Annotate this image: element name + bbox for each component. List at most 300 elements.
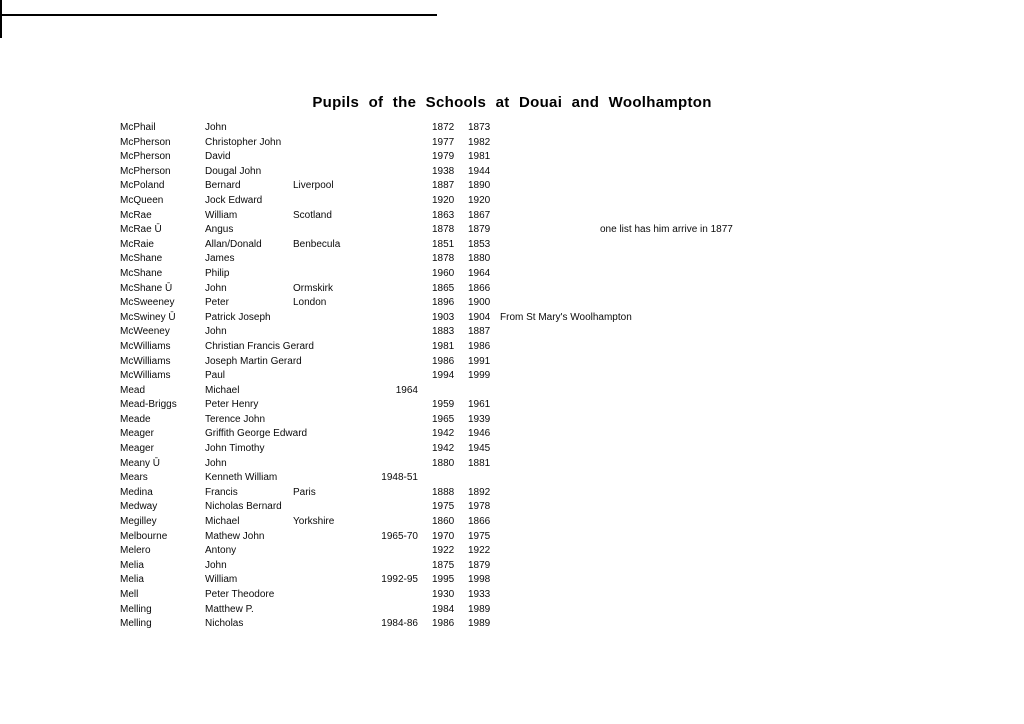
- year-to-cell: 1986: [468, 340, 491, 352]
- years-range-cell: 1965-70: [381, 530, 418, 542]
- pupils-table: [120, 121, 920, 632]
- forename-cell: Christopher John: [205, 136, 282, 148]
- note-cell: [500, 457, 600, 472]
- table-row: [120, 209, 920, 224]
- place-cell: [293, 150, 360, 165]
- place-cell: [293, 573, 360, 588]
- note-cell: [500, 544, 600, 559]
- forename-cell: Joseph Martin Gerard: [205, 355, 302, 367]
- note-cell: [500, 150, 600, 165]
- far-note-cell: [600, 150, 920, 165]
- note-cell: [500, 617, 600, 632]
- forename-cell: John: [205, 326, 227, 338]
- far-note-cell: [600, 136, 920, 151]
- year-to-cell: 1920: [468, 194, 491, 206]
- year-from-cell: 1986: [432, 618, 455, 630]
- forename-cell: James: [205, 253, 235, 265]
- surname-cell: Mead-Briggs: [120, 399, 177, 411]
- year-from-cell: 1880: [432, 457, 455, 469]
- far-note-cell: [600, 296, 920, 311]
- page-title: Pupils of the Schools at Douai and Woolhampton: [312, 94, 712, 112]
- forename-cell: Francis: [205, 486, 238, 498]
- note-cell: [500, 238, 600, 253]
- years-range-cell: [360, 588, 418, 603]
- forename-cell: Peter Henry: [205, 399, 259, 411]
- far-note-cell: [600, 413, 920, 428]
- year-to-cell: [468, 471, 500, 486]
- note-cell: [500, 413, 600, 428]
- years-range-cell: [360, 136, 418, 151]
- years-range-cell: [360, 355, 418, 370]
- table-row: [120, 325, 920, 340]
- place-cell: [293, 442, 360, 457]
- note-cell: [500, 325, 600, 340]
- years-range-cell: [360, 486, 418, 501]
- year-to-cell: 1922: [468, 545, 491, 557]
- place-cell: [293, 369, 360, 384]
- forename-cell: John Timothy: [205, 443, 265, 455]
- surname-cell: McShane: [120, 267, 163, 279]
- note-cell: [500, 355, 600, 370]
- far-note-cell: [600, 267, 920, 282]
- place-cell: [293, 267, 360, 282]
- far-note-cell: [600, 544, 920, 559]
- place-cell: [293, 500, 360, 515]
- year-to-cell: 1939: [468, 413, 491, 425]
- note-cell: [500, 588, 600, 603]
- place-cell: [293, 617, 360, 632]
- table-row: [120, 457, 920, 472]
- note-cell: [500, 209, 600, 224]
- far-note-cell: [600, 617, 920, 632]
- surname-cell: Meade: [120, 413, 151, 425]
- year-from-cell: 1979: [432, 151, 455, 163]
- far-note-cell: [600, 398, 920, 413]
- years-range-cell: [360, 413, 418, 428]
- surname-cell: McPherson: [120, 136, 171, 148]
- table-row: [120, 544, 920, 559]
- note-cell: [500, 500, 600, 515]
- far-note-cell: [600, 282, 920, 297]
- year-to-cell: 1978: [468, 501, 491, 513]
- note-cell: [500, 486, 600, 501]
- table-row: [120, 617, 920, 632]
- table-row: [120, 500, 920, 515]
- year-to-cell: 1981: [468, 151, 491, 163]
- forename-cell: Angus: [205, 224, 234, 236]
- years-range-cell: [360, 282, 418, 297]
- place-cell: [293, 530, 360, 545]
- surname-cell: McShane: [120, 253, 163, 265]
- year-to-cell: 1880: [468, 253, 491, 265]
- note-cell: [500, 427, 600, 442]
- years-range-cell: [360, 544, 418, 559]
- forename-cell: Mathew John: [205, 530, 265, 542]
- note-cell: [500, 573, 600, 588]
- table-row: [120, 442, 920, 457]
- note-cell: [500, 282, 600, 297]
- year-from-cell: 1883: [432, 326, 455, 338]
- note-cell: [500, 340, 600, 355]
- year-from-cell: 1903: [432, 311, 455, 323]
- note-cell: [500, 442, 600, 457]
- year-from-cell: 1922: [432, 545, 455, 557]
- note-cell: [500, 398, 600, 413]
- forename-cell: Peter Theodore: [205, 589, 275, 600]
- year-to-cell: 1961: [468, 399, 491, 411]
- forename-cell: Matthew P.: [205, 603, 254, 615]
- note-cell: From St Mary's Woolhampton: [500, 311, 632, 323]
- table-row: [120, 179, 920, 194]
- year-from-cell: 1942: [432, 443, 455, 455]
- years-range-cell: [360, 150, 418, 165]
- year-from-cell: 1863: [432, 209, 455, 221]
- forename-cell: Nicholas: [205, 618, 244, 630]
- year-from-cell: 1920: [432, 194, 455, 206]
- year-from-cell: 1977: [432, 136, 455, 148]
- note-cell: [500, 267, 600, 282]
- year-to-cell: 1879: [468, 559, 491, 571]
- year-from-cell: 1994: [432, 370, 455, 382]
- table-row: [120, 340, 920, 355]
- far-note-cell: [600, 384, 920, 399]
- place-cell: Liverpool: [293, 180, 334, 192]
- surname-cell: Melbourne: [120, 530, 168, 542]
- surname-cell: Meager: [120, 443, 154, 455]
- year-to-cell: 1866: [468, 516, 491, 528]
- forename-cell: William: [205, 574, 238, 586]
- far-note-cell: [600, 427, 920, 442]
- surname-cell: McWeeney: [120, 326, 170, 338]
- forename-cell: Christian Francis Gerard: [205, 340, 314, 352]
- year-from-cell: 1878: [432, 253, 455, 265]
- place-cell: [293, 121, 360, 136]
- surname-cell: Meany Ū: [120, 457, 161, 469]
- year-from-cell: 1986: [432, 355, 455, 367]
- place-cell: [293, 398, 360, 413]
- table-row: [120, 603, 920, 618]
- year-from-cell: 1872: [432, 122, 455, 133]
- surname-cell: Megilley: [120, 516, 157, 528]
- forename-cell: John: [205, 559, 227, 571]
- surname-cell: McWilliams: [120, 370, 171, 382]
- place-cell: [293, 223, 360, 238]
- table-row: [120, 530, 920, 545]
- table-row: [120, 282, 920, 297]
- surname-cell: Melia: [120, 574, 144, 586]
- year-to-cell: 1881: [468, 457, 491, 469]
- table-row: [120, 398, 920, 413]
- table-row: [120, 136, 920, 151]
- year-from-cell: 1878: [432, 224, 455, 236]
- year-to-cell: 1964: [468, 267, 491, 279]
- surname-cell: McPherson: [120, 165, 171, 177]
- year-from-cell: 1887: [432, 180, 455, 192]
- year-from-cell: 1965: [432, 413, 455, 425]
- surname-cell: McRaie: [120, 238, 154, 250]
- forename-cell: Griffith George Edward: [205, 428, 308, 440]
- forename-cell: Nicholas Bernard: [205, 501, 282, 513]
- table-row: [120, 559, 920, 574]
- note-cell: [500, 179, 600, 194]
- year-to-cell: 1904: [468, 311, 491, 323]
- surname-cell: McWilliams: [120, 355, 171, 367]
- surname-cell: Mead: [120, 384, 146, 396]
- far-note-cell: [600, 500, 920, 515]
- years-range-cell: [360, 252, 418, 267]
- year-to-cell: 1867: [468, 209, 491, 221]
- table-row: [120, 267, 920, 282]
- year-to-cell: 1989: [468, 618, 491, 630]
- surname-cell: McRae Ū: [120, 224, 162, 236]
- years-range-cell: [360, 179, 418, 194]
- year-to-cell: 1945: [468, 443, 491, 455]
- year-to-cell: 1900: [468, 297, 491, 309]
- year-to-cell: 1853: [468, 238, 491, 250]
- year-to-cell: 1887: [468, 326, 491, 338]
- year-to-cell: 1982: [468, 136, 491, 148]
- years-range-cell: 1984-86: [381, 618, 418, 630]
- note-cell: [500, 121, 600, 136]
- years-range-cell: [360, 223, 418, 238]
- table-row: [120, 471, 920, 486]
- forename-cell: Jock Edward: [205, 194, 263, 206]
- years-range-cell: [360, 398, 418, 413]
- place-cell: [293, 413, 360, 428]
- surname-cell: McPhail: [120, 122, 156, 133]
- surname-cell: Melling: [120, 618, 152, 630]
- far-note-cell: [600, 121, 920, 136]
- year-from-cell: 1865: [432, 282, 455, 294]
- surname-cell: McPherson: [120, 151, 171, 163]
- note-cell: [500, 223, 600, 238]
- place-cell: Paris: [293, 486, 316, 498]
- years-range-cell: [360, 267, 418, 282]
- surname-cell: McQueen: [120, 194, 164, 206]
- far-note-cell: [600, 325, 920, 340]
- note-cell: [500, 296, 600, 311]
- table-row: [120, 150, 920, 165]
- table-row: [120, 165, 920, 180]
- place-cell: [293, 544, 360, 559]
- years-range-cell: [360, 311, 418, 326]
- surname-cell: McRae: [120, 209, 152, 221]
- far-note-cell: [600, 442, 920, 457]
- far-note-cell: [600, 530, 920, 545]
- surname-cell: Mears: [120, 472, 148, 484]
- year-from-cell: 1851: [432, 238, 455, 250]
- far-note-cell: [600, 603, 920, 618]
- table-row: [120, 296, 920, 311]
- forename-cell: Peter: [205, 297, 229, 309]
- note-cell: [500, 384, 600, 399]
- year-to-cell: 1866: [468, 282, 491, 294]
- far-note-cell: [600, 355, 920, 370]
- surname-cell: McWilliams: [120, 340, 171, 352]
- year-from-cell: 1930: [432, 589, 455, 600]
- forename-cell: Paul: [205, 370, 226, 382]
- year-to-cell: 1890: [468, 180, 491, 192]
- far-note-cell: [600, 588, 920, 603]
- forename-cell: John: [205, 282, 227, 294]
- place-cell: [293, 588, 360, 603]
- year-from-cell: 1875: [432, 559, 455, 571]
- year-to-cell: 1989: [468, 603, 491, 615]
- surname-cell: McSwiney Ū: [120, 311, 176, 323]
- forename-cell: Philip: [205, 267, 230, 279]
- year-from-cell: 1896: [432, 297, 455, 309]
- far-note-cell: [600, 311, 920, 326]
- place-cell: [293, 311, 360, 326]
- place-cell: [293, 471, 360, 486]
- place-cell: [293, 384, 360, 399]
- year-to-cell: 1975: [468, 530, 491, 542]
- far-note-cell: [600, 369, 920, 384]
- year-from-cell: 1959: [432, 399, 455, 411]
- place-cell: [293, 340, 360, 355]
- year-to-cell: 1998: [468, 574, 491, 586]
- year-to-cell: 1946: [468, 428, 491, 440]
- year-to-cell: 1991: [468, 355, 491, 367]
- note-cell: [500, 165, 600, 180]
- surname-cell: McSweeney: [120, 297, 175, 309]
- table-row: [120, 369, 920, 384]
- year-from-cell: 1970: [432, 530, 455, 542]
- forename-cell: Michael: [205, 384, 240, 396]
- far-note-cell: one list has him arrive in 1877: [600, 224, 733, 236]
- forename-cell: Antony: [205, 545, 237, 557]
- far-note-cell: [600, 209, 920, 224]
- year-to-cell: 1944: [468, 165, 491, 177]
- table-row: [120, 573, 920, 588]
- year-from-cell: 1975: [432, 501, 455, 513]
- year-from-cell: [418, 471, 468, 486]
- place-cell: [293, 136, 360, 151]
- forename-cell: Terence John: [205, 413, 266, 425]
- far-note-cell: [600, 471, 920, 486]
- note-cell: [500, 559, 600, 574]
- place-cell: [293, 165, 360, 180]
- far-note-cell: [600, 486, 920, 501]
- far-note-cell: [600, 559, 920, 574]
- year-from-cell: 1860: [432, 516, 455, 528]
- scan-artifact-left-line: [0, 0, 2, 38]
- far-note-cell: [600, 238, 920, 253]
- years-range-cell: [360, 442, 418, 457]
- far-note-cell: [600, 194, 920, 209]
- surname-cell: Meager: [120, 428, 154, 440]
- far-note-cell: [600, 165, 920, 180]
- years-range-cell: 1948-51: [381, 472, 418, 484]
- year-from-cell: 1960: [432, 267, 455, 279]
- year-from-cell: 1995: [432, 574, 455, 586]
- forename-cell: Michael: [205, 516, 240, 528]
- years-range-cell: [360, 121, 418, 136]
- years-range-cell: [360, 559, 418, 574]
- year-to-cell: [468, 384, 500, 399]
- surname-cell: Medina: [120, 486, 153, 498]
- surname-cell: Melero: [120, 545, 151, 557]
- note-cell: [500, 471, 600, 486]
- table-row: [120, 515, 920, 530]
- surname-cell: McPoland: [120, 180, 165, 192]
- far-note-cell: [600, 573, 920, 588]
- year-from-cell: 1984: [432, 603, 455, 615]
- far-note-cell: [600, 340, 920, 355]
- place-cell: [293, 252, 360, 267]
- years-range-cell: [360, 325, 418, 340]
- years-range-cell: [360, 515, 418, 530]
- place-cell: Scotland: [293, 209, 332, 221]
- forename-cell: Patrick Joseph: [205, 311, 271, 323]
- far-note-cell: [600, 457, 920, 472]
- years-range-cell: [360, 603, 418, 618]
- surname-cell: Melling: [120, 603, 152, 615]
- surname-cell: Melia: [120, 559, 144, 571]
- place-cell: [293, 194, 360, 209]
- year-from-cell: 1981: [432, 340, 455, 352]
- years-range-cell: 1964: [395, 384, 418, 396]
- year-to-cell: 1933: [468, 589, 491, 600]
- years-range-cell: [360, 427, 418, 442]
- far-note-cell: [600, 179, 920, 194]
- years-range-cell: [360, 457, 418, 472]
- years-range-cell: [360, 165, 418, 180]
- years-range-cell: [360, 340, 418, 355]
- far-note-cell: [600, 252, 920, 267]
- table-row: [120, 252, 920, 267]
- table-row: [120, 223, 920, 238]
- surname-cell: McShane Ū: [120, 282, 173, 294]
- forename-cell: William: [205, 209, 238, 221]
- surname-cell: Medway: [120, 501, 158, 513]
- year-from-cell: 1888: [432, 486, 455, 498]
- year-from-cell: 1938: [432, 165, 455, 177]
- place-cell: Ormskirk: [293, 282, 333, 294]
- table-row: [120, 413, 920, 428]
- place-cell: London: [293, 297, 327, 309]
- place-cell: [293, 427, 360, 442]
- forename-cell: John: [205, 122, 227, 133]
- table-row: [120, 355, 920, 370]
- year-to-cell: 1879: [468, 224, 491, 236]
- year-to-cell: 1999: [468, 370, 491, 382]
- forename-cell: Allan/Donald: [205, 238, 262, 250]
- table-row: [120, 311, 920, 326]
- year-from-cell: [418, 384, 468, 399]
- note-cell: [500, 194, 600, 209]
- year-to-cell: 1892: [468, 486, 491, 498]
- place-cell: [293, 603, 360, 618]
- table-row: [120, 238, 920, 253]
- far-note-cell: [600, 515, 920, 530]
- years-range-cell: 1992-95: [381, 574, 418, 586]
- years-range-cell: [360, 194, 418, 209]
- scan-artifact-top-line: [0, 14, 437, 16]
- forename-cell: Kenneth William: [205, 472, 278, 484]
- note-cell: [500, 252, 600, 267]
- place-cell: [293, 559, 360, 574]
- table-row: [120, 384, 920, 399]
- forename-cell: Dougal John: [205, 165, 262, 177]
- place-cell: Yorkshire: [293, 516, 335, 528]
- table-row: [120, 588, 920, 603]
- note-cell: [500, 369, 600, 384]
- table-row: [120, 427, 920, 442]
- year-to-cell: 1873: [468, 122, 491, 133]
- forename-cell: Bernard: [205, 180, 241, 192]
- note-cell: [500, 136, 600, 151]
